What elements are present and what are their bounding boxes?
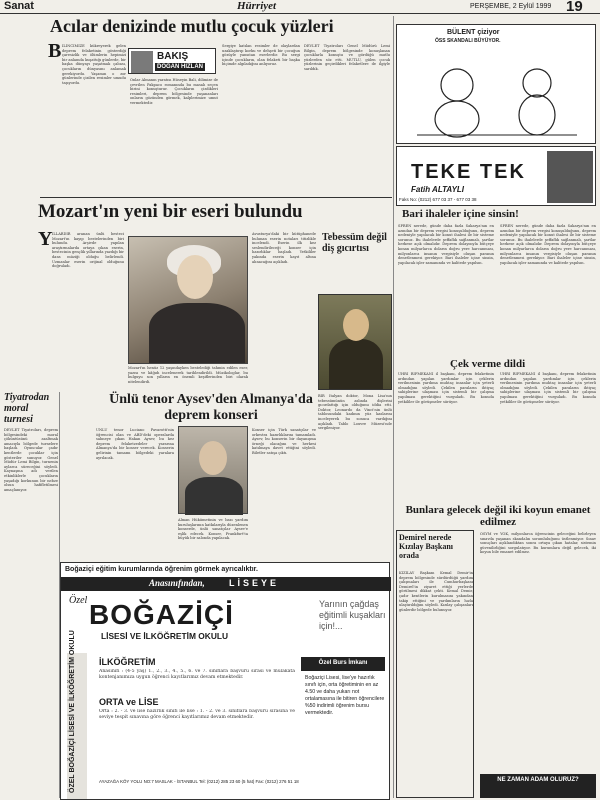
headline-ihaleler: Bari ihaleler içine sinsin! [402, 208, 519, 220]
mozart-text-b: Avusturya'daki bir kütüphanede bulunan eserin notaları titizlikle incelendi. Eserin ilk kez seslendirileceği konser için hazırlıklar başladı. Yetkililer yakında eserin kayıt altına alınacağını açıkladı. [252, 232, 316, 264]
newspaper-name: Hürriyet [237, 0, 277, 12]
headline-kizilay: Demirel nerede Kızılay Başkanı orada [399, 533, 454, 560]
columnist-name: DOĞAN HIZLAN [157, 64, 203, 70]
ad-band-script: Anasınıfından, [149, 578, 205, 588]
mozart-caption-area [128, 366, 248, 386]
headline-mozart: Mozart'ın yeni bir eseri bulundu [38, 201, 303, 222]
aysev-photo [178, 426, 248, 514]
bakis-column-badge [128, 48, 216, 74]
fax-number: Faks No: (0212) 677 03 37 - 677 03 38 [399, 197, 477, 202]
ad-band [61, 577, 391, 591]
tebessum-text: BİR İtalyan doktor, Mona Lisa'nın tebessümünün aslında dişlerini gıcırdattığı için olduğunu iddia etti. Doktor, Leonardo da Vinci'nin ünlü tablosundaki kadının yüz kaslarını inceleyerek bu sonuca vardığını açıkladı. Tablo Louvre Müzesi'nde sergileniyor. [318, 394, 392, 431]
aysev-text-a: ÜNLÜ tenor Luciano Pavarotti'nin öğrencisi olan ve ABD'deki operalarda sahneye çıkan Hakan Aysev, bu kez deprem felaketzedeler yararına Almanya'da bir konser verecek. Konserin gelirinin tamamı bölgedeki yaralara ayrılacak. [96, 428, 174, 460]
ad-address: AYAZAĞA KÖY YOLU NO:7 MASLAK - İSTANBUL Tel: (0212) 285 23 60 (5 hat) Fax: (0212) 276 51 18 [99, 779, 299, 784]
cartoon-caption: BÜLENT çiziyor [447, 29, 500, 36]
ad-slogan: Yarının çağdaş eğitimli kuşakları için!... [319, 599, 386, 631]
author-photo [547, 151, 593, 203]
story1-column-c [222, 44, 300, 194]
kizilay-column [399, 571, 473, 795]
aysev-text-b: Alman Hükümetinin ve bazı yardım kuruluşlarının katkılarıyla düzenlenen konserde, ünlü sanatçılar Aysev'e eşlik edecek. Konser, Frankfurt'ta büyük bir salonda yapılacak. [178, 518, 248, 541]
ad-vertical-text: ÖZEL BOĞAZİÇİ LİSESİ VE İLKÖĞRETİM OKULU [69, 630, 76, 793]
teke-tek-column-box [396, 146, 596, 206]
aysev-text-c: Konser için Türk sanatçılar ve orkestra hazırlıklarını tamamladı. Aysev, bu konserin bir dayanışma örneği olacağını ve herkesi katılmaya davet ettiğini söyledi. Biletler satışa çıktı. [252, 428, 316, 455]
cek-text-cont: UHRİ RİFMEKANİ il başkanı, deprem felaketinin ardından yapılan yardımlar için çeklerin verilmesinin yardıma muhtaç insanlar için yeterli olmadığını söyledi. Çekilen paraların ihtiyaç sahiplerine ulaşması için sistemli bir çalışma yapılması gerektiğini vurguladı. Bu konuda yetkililer ile görüşmeler sürüyor. [500, 372, 596, 404]
ad-burs-title: Özel Burs İmkanı [301, 657, 385, 671]
cek-column-b [500, 372, 596, 500]
ad-ilkogretim-text: Anasınıfı : (4-5 yaş) 1., 2., 3., 4., 5., 6. ve 7. sınıflara başvuru sırası ve mülakata kontenjanımıza uygun öğrenci kayıtlarımız devam etmektedir. [99, 669, 295, 680]
aysev-column-c [252, 428, 316, 556]
mozart-portrait [128, 236, 248, 364]
bunlara-column [480, 532, 596, 770]
headline-tebessum: Tebessüm değil diş gıcırtısı [322, 232, 387, 254]
mona-lisa-body [329, 339, 383, 389]
zaman-box: NE ZAMAN ADAM OLURUZ? [480, 774, 596, 798]
ad-band-word: LİSEYE [229, 578, 280, 588]
bogazici-advertisement [60, 562, 390, 800]
bunlara-text: ÖSYM ve YÖK, milyonlarca öğrencinin geleceğini belirleyen sınavda yaşanan skandalın sorumluluğunu üstlenmiyor. Sınav sonuçları açıklandıktan sonra ortaya çıkan hatalar, sistemin güvenilirliğini sorgulatıyor. Bu kurumlara değil gelecek, iki koyun bile emanet edilmez. [480, 532, 596, 555]
headline-cek-verme: Çek verme dildi [450, 358, 526, 370]
column-logo: TEKE TEK [411, 161, 526, 183]
headline-tiyatro: Tiyatrodan moral turnesi [4, 392, 50, 425]
mona-lisa-face [343, 309, 369, 341]
mozart-column-a [52, 232, 124, 382]
ad-burs-text: Boğaziçi Lisesi, lise'ye hazırlık sınıfı için, orta öğretiminin en az 4.50 ve daha yukarı not ortalamasına ile bitiren öğrencilere %50 indirimli öğrenim bursu vermektedir. [305, 675, 385, 716]
ad-orta-lise-title: ORTA ve LİSE [99, 697, 159, 707]
page-number: 19 [566, 0, 583, 15]
divider [393, 16, 394, 798]
kizilay-box [396, 530, 474, 798]
ad-ozel: Özel [69, 595, 88, 606]
mozart-text-a: ILLARDIR aranan ünlü besteci Mozart'ın kayıp bestelerinden biri bulundu. Arşivde yapılan araştırmalarda ortaya çıkan eserin, bestecinin gençlik yıllarında yazdığı bir dans müziği olduğu belirlendi. Uzmanlar eserin orijinal olduğunu doğruladı. [52, 232, 124, 269]
cartoon-box [396, 24, 596, 144]
mona-lisa-image [318, 294, 392, 390]
columnist-photo [131, 51, 153, 73]
portrait-coat [149, 303, 245, 363]
ihaleler-text-cont: SPREN nerede, günde daha fazla Sakarya'nın en azından bir deprem vergisi konuşulduğunu, deprem nedeniyle yapılacak bir konut ihalesi ile bir sisteme sorunuz. Bu ihalelerde şeffaflık sağlanmalı, şartlar herkese açık olmalıdır. Deprem dolayısıyla bütçeye konan milyarlarca doların doğru yere harcanması, milyonlarca insanın vergisiyle oluşan paranın denetlenmesi gerekiyor. Bari ihaleler içine sinsin, yapılacak işler zamanında ve kalitede yapılsın. [500, 224, 596, 265]
mozart-text-c: Mozart'ın henüz 12 yaşındayken bestelediği tahmin edilen eser, yazısı ve kâğıdı incelenerek tarihlendirildi. Müzikologlar, bu bulguyu son yılların en önemli keşiflerinden biri olarak nitelendirdi. [128, 366, 248, 384]
cartoon-subcaption: ÖSS SKANDALI BÜYÜYOR. [435, 38, 501, 44]
mozart-column-b [252, 232, 316, 386]
story1-text-a: İLİNCİMİZE kükreyerek gelen deprem felaketinin gösterdiği çaresizlik ve ölümlerin hepimizi bir anlamda kuşattığı günlerde, bir başka dünyayı yaşatmak çabası, çocukların dünyasını anlamak gerekiyordu. Yaşamın o zor günlerinde çizilen resimler umudu taşıyordu. [62, 44, 126, 85]
ad-subtitle: LİSESİ VE İLKÖĞRETİM OKULU [101, 631, 229, 641]
section-name: Sanat [4, 0, 34, 12]
story1-column-b [130, 78, 218, 194]
ad-orta-lise-body [99, 709, 295, 769]
photo-face [199, 441, 227, 475]
dropcap-y: Y [38, 228, 53, 250]
ad-topline: Boğaziçi eğitim kurumlarında öğrenim görmek ayrıcalıktır. [65, 566, 258, 573]
portrait-face [177, 255, 213, 299]
ihaleler-text: SPREN nerede, günde daha fazla Sakarya'nın en azından bir deprem vergisi konuşulduğunu, deprem nedeniyle yapılacak bir konut ihalesi ile bir sisteme sorunuz. Bu ihalelerde şeffaflık sağlanmalı, şartlar herkese açık olmalıdır. Deprem dolayısıyla bütçeye konan milyarlarca doların doğru yere harcanması, milyonlarca insanın vergisiyle oluşan paranın denetlenmesi gerekiyor. Bari ihaleler içine sinsin, yapılacak işler zamanında ve kalitede yapılsın. [398, 224, 494, 265]
headline-bunlara: Bunlara gelecek değil iki koyun emanet edilmez [405, 504, 591, 528]
ad-orta-lise-text: Orta : 2. - 3. ve lise hazırlık sınıfı ile lise : 1. - 2. ve 3. sınıflara başvuru sırasına ve seviye tespit sınavına göre öğrenci kayıtlarımız devam etmektedir. [99, 709, 295, 720]
story1-text-b: Onlar Almanın yaratısı Hüseyin Bali, dilimize de çevrilen Pakpaco romanında bu masalı seçen birini konuşturur. Çocukların çizdikleri resimleri, deprem bölgesinde yaşananları onların gözünden görmek, kalplerimize umut vermektedir. [130, 78, 218, 105]
cek-text: UHRİ RİFMEKANİ il başkanı, deprem felaketinin ardından yapılan yardımlar için çeklerin verilmesinin yardıma muhtaç insanlar için yeterli olmadığını söyledi. Çekilen paraların ihtiyaç sahiplerine ulaşması için sistemli bir çalışma yapılması gerektiğini vurguladı. Bu konuda yetkililer ile görüşmeler sürüyor. [398, 372, 494, 404]
ad-brand: BOĞAZİÇİ [89, 599, 234, 630]
story1-column-d [304, 44, 390, 194]
story1-column-a [62, 44, 126, 194]
ihaleler-column-a [398, 224, 494, 352]
column-name: BAKIŞ [157, 51, 189, 62]
cek-column-a [398, 372, 494, 500]
tiyatro-column [4, 428, 58, 798]
column-author: Fatih ALTAYLI [411, 185, 465, 194]
ad-ilkogretim-title: İLKÖĞRETİM [99, 657, 156, 667]
aysev-column-b [178, 518, 248, 556]
page-header [0, 0, 600, 14]
tiyatro-text: DEVLET Tiyatroları, deprem bölgesindeki moral çöküntüsünü azaltmak amacıyla bölgede turnelere başladı. Oyuncular çadır kentlerde çocuklar için gösteriler sunuyor. Genel Müdür Lemi Bilgin, turnenin aylarca süreceğini söyledi. Kaynaşma adı verilen etkinliklerle çocukların yaşadığı korkunun bir nebze olsun hafifletilmesi amaçlanıyor. [4, 428, 58, 492]
ad-vertical-band [67, 630, 87, 799]
story1-text-d: DEVLET Tiyatroları Genel Müdürü Lemi Bilgin, deprem bölgesinde konuşlanan çocuklarla konuştu ve gördüğü mutlu yüzlerden söz etti. MUTLU, gülen çocuk yüzlerinin geçirdikleri felaketlere de ilgiyle sarıldık. [304, 44, 390, 71]
photo-body [185, 477, 243, 515]
divider [40, 197, 392, 198]
kizilay-text: KIZILAY Başkanı Kemal Demir'in deprem bölgesinde sürdürdüğü yardım çalışmaları ile Cumhurbaşkanı Demirel'in ziyaret ettiği yerlerde görülmesi dikkat çekti. Kemal Demir, çadır kentlerin kurulmasını yakından takip ettiğini ve yardımların hızla ulaştırıldığını söyledi. Kızılay çalışanları günlerdir bölgede bulunuyor. [399, 571, 473, 612]
issue-date: PERŞEMBE, 2 Eylül 1999 [470, 3, 552, 10]
ihaleler-column-b [500, 224, 596, 352]
tebessum-column [318, 394, 392, 558]
dropcap-b: B [48, 40, 62, 62]
aysev-column-a [96, 428, 174, 556]
cartoon-drawing [397, 45, 595, 143]
story1-text-c: Sergiye katılan resimler de olaylardan uzaklaştırıp korku ve dehşeti bir çocuğun gözüyle yansıtan eserlerdir. Bu sergi içinde çocukların, olan felaketi bir başka biçimde algıladığını anlıyoruz. [222, 44, 300, 67]
headline-acilar: Acılar denizinde mutlu çocuk yüzleri [50, 16, 334, 36]
ad-ilkogretim-body [99, 669, 295, 695]
headline-aysev: Ünlü tenor Aysev'den Almanya'da deprem konseri [109, 392, 313, 423]
